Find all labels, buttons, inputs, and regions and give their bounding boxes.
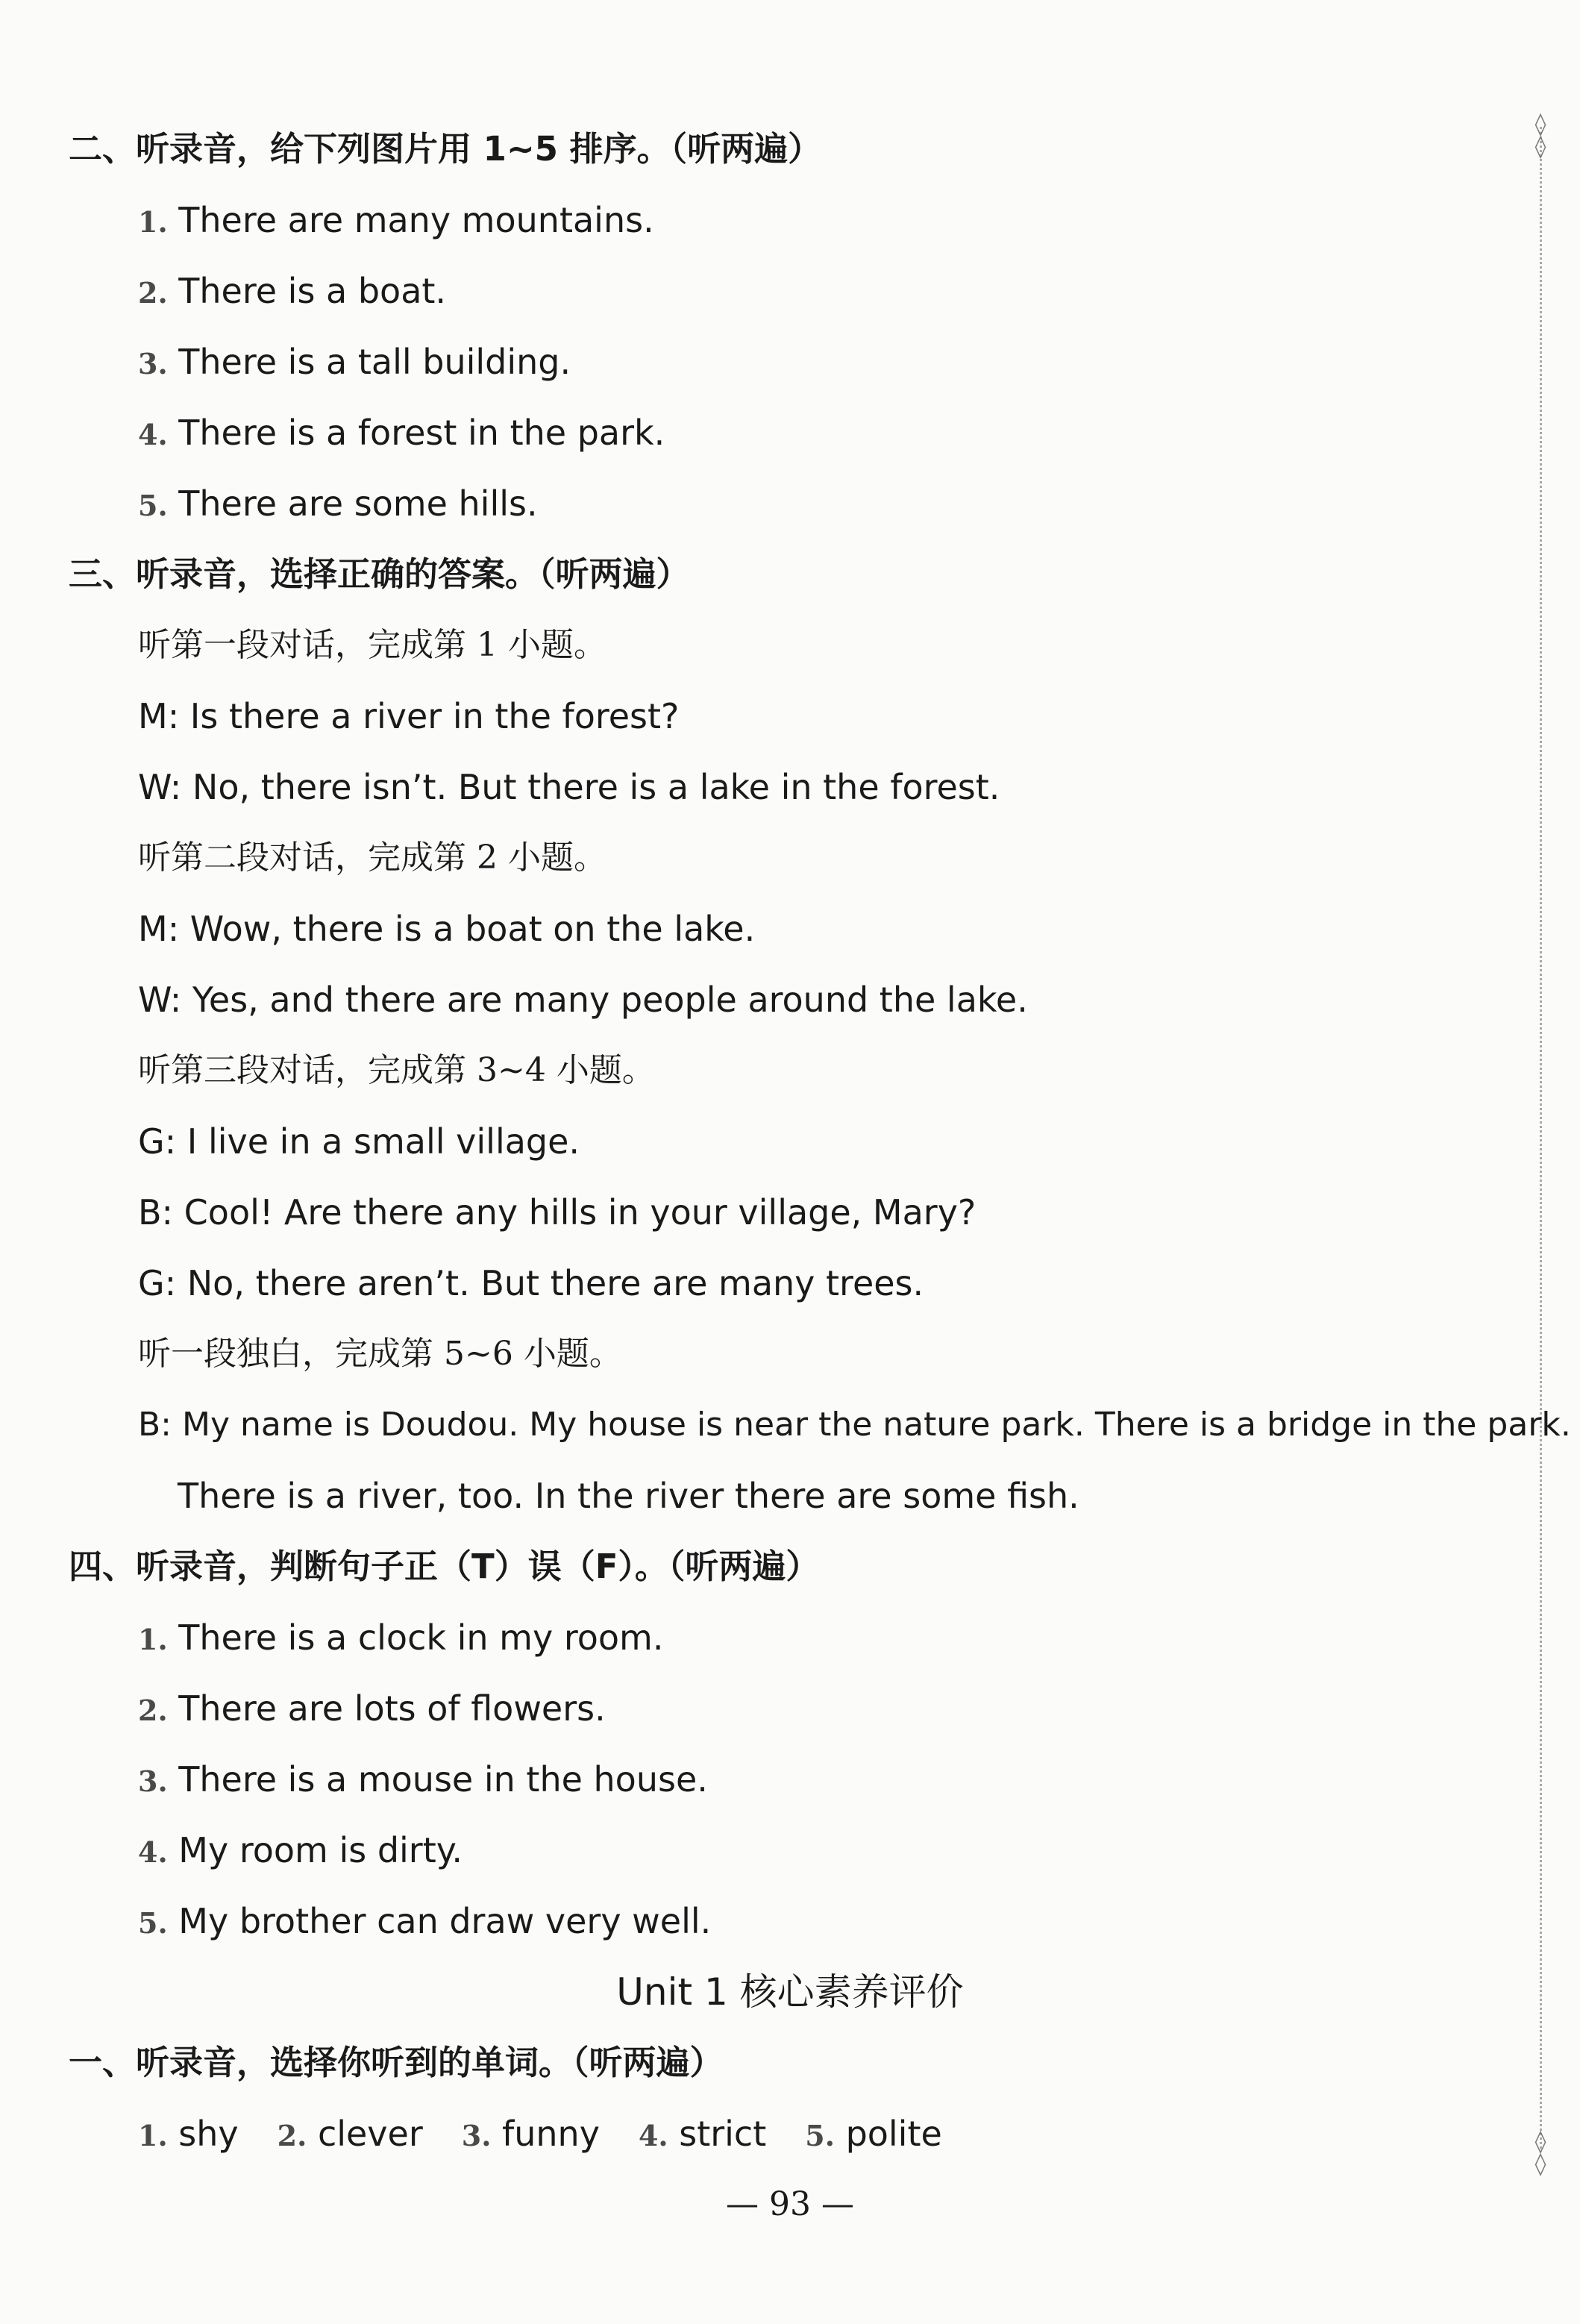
item-text: There is a mouse in the house. — [178, 1759, 708, 1800]
word-text: polite — [845, 2114, 942, 2154]
word-text: strict — [679, 2114, 767, 2154]
binding-margin-line — [1540, 127, 1542, 2149]
item-number: 1. — [138, 1623, 168, 1656]
item-text: My room is dirty. — [178, 1830, 463, 1870]
dialogue-line: B: Cool! Are there any hills in your village, Mary? — [138, 1192, 976, 1233]
item-text: There is a forest in the park. — [178, 413, 665, 453]
monologue-line: B: My name is Doudou. My house is near the nature park. There is a bridge in the park. — [138, 1406, 1571, 1444]
page-number: — 93 — — [726, 2185, 854, 2223]
section4-item — [138, 1686, 1490, 1733]
section2-heading: 二、听录音，给下列图片用 1~5 排序。（听两遍） — [69, 129, 822, 169]
diamond-chain-icon: ◊ ◊ — [1534, 111, 1546, 160]
item-number: 3. — [138, 347, 168, 380]
unit-title: Unit 1 核心素养评价 — [616, 1970, 964, 2014]
monologue-line: There is a river, too. In the river there are some fish. — [178, 1476, 1079, 1516]
item-number: 5. — [138, 489, 168, 522]
dialogue-line: M: Is there a river in the forest? — [138, 696, 680, 736]
item-text: My brother can draw very well. — [178, 1901, 712, 1941]
diamond-chain-icon: ◊ ◊ — [1534, 2129, 1546, 2177]
dialogue-line: W: Yes, and there are many people around the lake. — [138, 980, 1028, 1020]
section2-item — [138, 198, 1490, 245]
section4-item — [138, 1615, 1490, 1662]
word-text: funny — [502, 2114, 600, 2154]
item-text: There are some hills. — [178, 483, 538, 524]
unit-section1-heading: 一、听录音，选择你听到的单词。（听两遍） — [69, 2043, 724, 2082]
word-number: 2. — [277, 2119, 307, 2152]
item-number: 2. — [138, 276, 168, 310]
word-text: clever — [317, 2114, 423, 2154]
item-text: There is a tall building. — [178, 342, 571, 382]
section2-item — [138, 481, 1490, 528]
item-number: 4. — [138, 1835, 168, 1869]
item-text: There is a clock in my room. — [178, 1617, 664, 1658]
dialogue-line: G: No, there aren’t. But there are many trees. — [138, 1263, 924, 1303]
dialogue-instruction: 听第三段对话，完成第 3~4 小题。 — [138, 1051, 655, 1089]
word-option — [805, 2111, 942, 2158]
dialogue-instruction: 听第一段对话，完成第 1 小题。 — [138, 626, 606, 664]
section2-item — [138, 269, 1490, 316]
item-number: 4. — [138, 418, 168, 451]
dialogue-instruction: 听第二段对话，完成第 2 小题。 — [138, 839, 606, 877]
item-number: 5. — [138, 1906, 168, 1940]
word-list — [138, 2111, 1490, 2158]
section2-item — [138, 410, 1490, 457]
word-text: shy — [178, 2114, 239, 2154]
word-option — [462, 2111, 600, 2158]
section2-item — [138, 339, 1490, 386]
dialogue-instruction: 听一段独白，完成第 5~6 小题。 — [138, 1335, 622, 1373]
item-text: There are lots of flowers. — [178, 1688, 606, 1729]
item-text: There is a boat. — [178, 271, 447, 311]
item-number: 2. — [138, 1694, 168, 1727]
item-number: 1. — [138, 205, 168, 239]
word-option — [138, 2111, 239, 2158]
section4-item — [138, 1828, 1490, 1875]
section4-item — [138, 1757, 1490, 1804]
dialogue-line: M: Wow, there is a boat on the lake. — [138, 909, 756, 949]
word-number: 1. — [138, 2119, 168, 2152]
section4-item — [138, 1899, 1490, 1946]
word-option — [639, 2111, 766, 2158]
dialogue-line: W: No, there isn’t. But there is a lake in the forest. — [138, 767, 1000, 807]
word-option — [278, 2111, 423, 2158]
item-text: There are many mountains. — [178, 200, 654, 240]
dialogue-line: G: I live in a small village. — [138, 1121, 580, 1162]
word-number: 4. — [638, 2119, 668, 2152]
section4-heading: 四、听录音，判断句子正（T）误（F）。（听两遍） — [69, 1547, 820, 1586]
word-number: 5. — [805, 2119, 835, 2152]
word-number: 3. — [461, 2119, 492, 2152]
section3-heading: 三、听录音，选择正确的答案。（听两遍） — [69, 554, 690, 594]
item-number: 3. — [138, 1764, 168, 1798]
